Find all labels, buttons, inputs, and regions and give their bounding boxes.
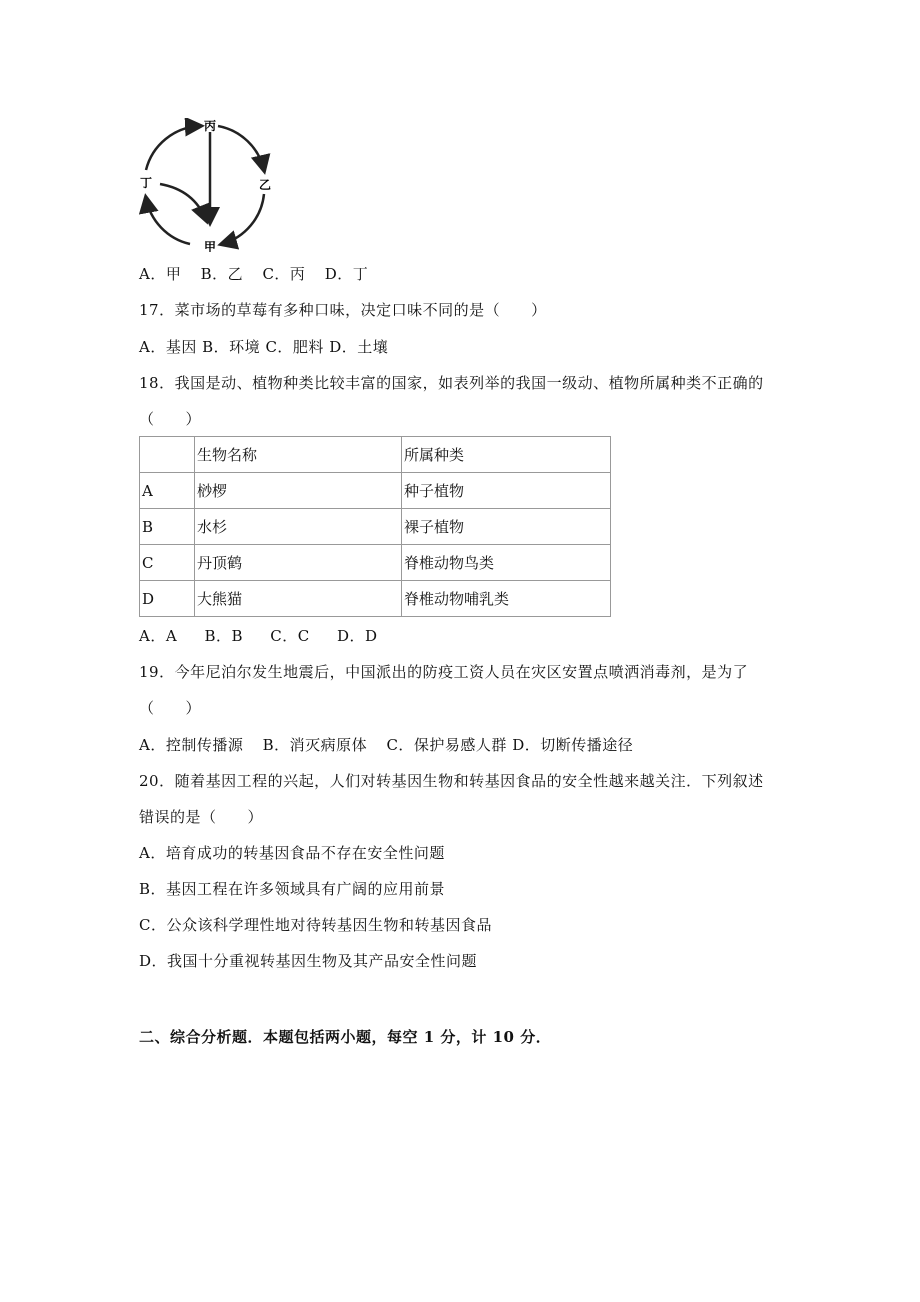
q19-stem-line1: 19．今年尼泊尔发生地震后，中国派出的防疫工资人员在灾区安置点喷洒消毒剂，是为了 (139, 663, 749, 681)
table-cell: 水杉 (195, 509, 402, 545)
q19-option-c: C．保护易感人群 (386, 736, 507, 754)
table-cell: 脊椎动物哺乳类 (402, 581, 611, 617)
table-cell: C (140, 545, 195, 581)
q16-option-b: B．乙 (200, 265, 244, 283)
q18-stem-line2: （ ） (139, 410, 202, 428)
q18-option-a: A．A (139, 627, 178, 645)
table-cell: 脊椎动物鸟类 (402, 545, 611, 581)
arrow-top-to-right (218, 126, 264, 170)
species-table (139, 436, 611, 617)
q17-options (139, 337, 388, 357)
table-cell: D (140, 581, 195, 617)
q16-option-a: A．甲 (139, 265, 182, 283)
cycle-diagram (138, 118, 272, 252)
table-cell: 大熊猫 (195, 581, 402, 617)
arrow-left-to-bottom (160, 184, 206, 220)
arrow-right-to-bottom (222, 194, 264, 244)
table-cell: 种子植物 (402, 473, 611, 509)
table-header-cell (140, 437, 195, 473)
q17-stem: 17．菜市场的草莓有多种口味，决定口味不同的是（ ） (139, 301, 547, 319)
q16-options (139, 264, 368, 284)
q16-option-d: D．丁 (324, 265, 369, 283)
q18-option-b: B．B (204, 627, 243, 645)
cycle-diagram-svg (138, 118, 272, 252)
table-cell: B (140, 509, 195, 545)
table-row (140, 545, 611, 581)
q17-option-c: C．肥料 (265, 338, 324, 356)
q20-option-a: A．培育成功的转基因食品不存在安全性问题 (139, 844, 445, 862)
table-cell: 裸子植物 (402, 509, 611, 545)
q18-options (139, 626, 378, 646)
q18-option-d: D．D (337, 627, 378, 645)
table-cell: 丹顶鹤 (195, 545, 402, 581)
q19-option-a: A．控制传播源 (139, 736, 244, 754)
node-label-bottom: 甲 (203, 240, 217, 252)
q17-option-a: A．基因 (139, 338, 197, 356)
q19-option-d: D．切断传播途径 (512, 736, 634, 754)
q18-stem-line1: 18．我国是动、植物种类比较丰富的国家，如表列举的我国一级动、植物所属种类不正确的 (139, 374, 764, 392)
q18-option-c: C．C (270, 627, 310, 645)
table-cell: A (140, 473, 195, 509)
node-label-left: 丁 (139, 176, 153, 190)
q17-option-b: B．环境 (202, 338, 261, 356)
table-header-cell: 生物名称 (195, 437, 402, 473)
table-header-cell: 所属种类 (402, 437, 611, 473)
arrow-bottom-to-left (146, 198, 190, 244)
q20-stem-line2: 错误的是（ ） (139, 808, 264, 826)
node-label-right: 乙 (258, 178, 272, 192)
table-row (140, 581, 611, 617)
table-row (140, 509, 611, 545)
q19-stem-line2: （ ） (139, 699, 202, 717)
q19-options (139, 735, 633, 755)
q20-option-b: B．基因工程在许多领域具有广阔的应用前景 (139, 880, 446, 898)
q20-option-d: D．我国十分重视转基因生物及其产品安全性问题 (139, 952, 478, 970)
table-row (140, 473, 611, 509)
q20-option-c: C．公众该科学理性地对待转基因生物和转基因食品 (139, 916, 492, 934)
section-2-title: 二、综合分析题．本题包括两小题，每空 1 分，计 10 分． (139, 1028, 552, 1046)
table-cell: 桫椤 (195, 473, 402, 509)
q19-option-b: B．消灭病原体 (262, 736, 368, 754)
node-label-top: 丙 (203, 119, 217, 133)
table-header-row (140, 437, 611, 473)
q16-option-c: C．丙 (262, 265, 306, 283)
arrow-left-to-top (146, 126, 200, 170)
q20-stem-line1: 20．随着基因工程的兴起，人们对转基因生物和转基因食品的安全性越来越关注．下列叙述 (139, 772, 764, 790)
q17-option-d: D．土壤 (329, 338, 389, 356)
